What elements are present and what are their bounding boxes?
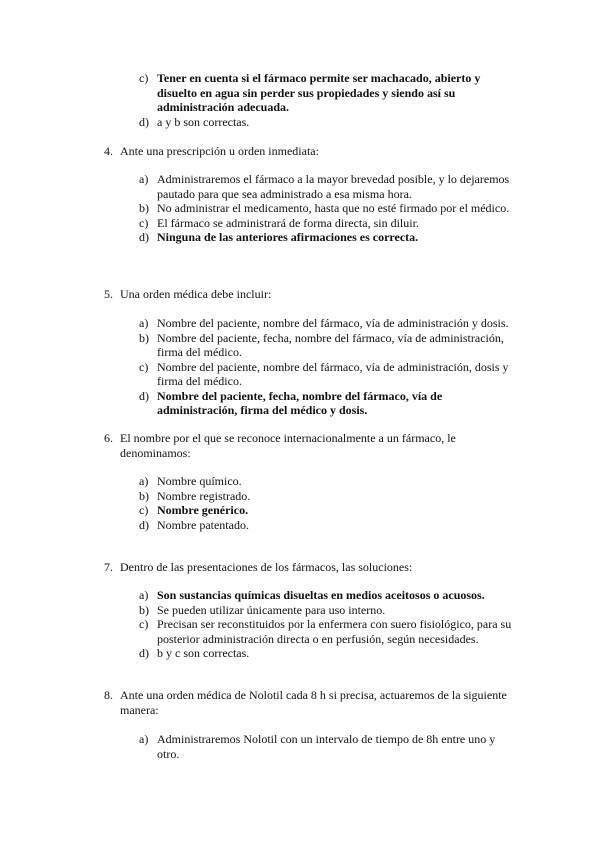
option-text: El fármaco se administrará de forma directa, sin diluir. [157, 215, 419, 230]
option-7b [0, 603, 515, 618]
option-4d [0, 230, 515, 245]
option-8a [0, 732, 515, 761]
question-5-options [0, 316, 600, 418]
option-6d [0, 518, 515, 533]
option-letter: d) [139, 230, 149, 244]
question-stem [0, 287, 520, 302]
question-number: 7. [104, 560, 113, 574]
question-5 [0, 287, 600, 302]
option-letter: c) [139, 617, 149, 631]
option-letter: a) [139, 732, 149, 746]
option-3d [0, 115, 515, 130]
question-text: Ante una prescripción u orden inmediata: [120, 144, 319, 158]
option-3c [0, 71, 515, 115]
option-5a [0, 316, 515, 331]
option-letter: a) [139, 474, 149, 488]
option-letter: d) [139, 388, 149, 403]
question-6 [0, 431, 600, 460]
option-letter: a) [139, 316, 149, 330]
question-8-options [0, 732, 600, 761]
carryover-options [0, 71, 600, 129]
option-text: Nombre del paciente, nombre del fármaco, vía de administración, dosis y firma del médico. [157, 359, 509, 388]
question-text: Ante una orden médica de Nolotil cada 8 h si precisa, actuaremos de la siguiente manera: [120, 688, 507, 717]
option-5b [0, 331, 515, 360]
option-letter: b) [139, 201, 149, 215]
question-number: 4. [104, 144, 113, 158]
option-7c [0, 617, 515, 646]
option-text: a y b son correctas. [157, 114, 250, 129]
option-6c [0, 503, 515, 518]
option-text: Nombre químico. [157, 474, 242, 488]
option-text: Administraremos Nolotil con un intervalo de tiempo de 8h entre uno y otro. [157, 732, 496, 761]
question-text: El nombre por el que se reconoce internacionalmente a un fármaco, le denominamos: [120, 431, 456, 460]
question-number: 5. [104, 287, 113, 301]
option-text: Nombre genérico. [157, 503, 249, 517]
option-letter: b) [139, 330, 149, 345]
question-7 [0, 560, 600, 575]
option-letter: d) [139, 646, 149, 660]
option-7a [0, 588, 515, 603]
option-letter: d) [139, 114, 149, 129]
option-7d [0, 646, 515, 661]
option-letter: a) [139, 588, 149, 602]
option-letter: d) [139, 517, 149, 532]
option-6b [0, 489, 515, 504]
option-letter: b) [139, 488, 149, 503]
option-text: Nombre del paciente, fecha, nombre del fármaco, vía de administración, firma del médico. [157, 330, 504, 359]
option-text: Nombre del paciente, nombre del fármaco, vía de administración y dosis. [157, 316, 509, 330]
option-text: Administraremos el fármaco a la mayor brevedad posible, y lo dejaremos pautado para que sea administrado a esa misma hora. [157, 172, 510, 201]
option-text: No administrar el medicamento, hasta que no esté firmado por el médico. [157, 201, 510, 215]
question-stem [0, 431, 520, 460]
option-letter: b) [139, 602, 149, 617]
option-letter: a) [139, 172, 149, 186]
question-4 [0, 144, 600, 159]
option-text: Ninguna de las anteriores afirmaciones es correcta. [157, 230, 419, 244]
option-5d [0, 389, 515, 418]
option-5c [0, 360, 515, 389]
question-number: 8. [104, 688, 113, 702]
question-4-options [0, 172, 600, 245]
option-text: Se pueden utilizar únicamente para uso interno. [157, 602, 386, 617]
option-4a [0, 172, 515, 201]
question-text: Una orden médica debe incluir: [120, 287, 272, 301]
option-text: Tener en cuenta si el fármaco permite ser machacado, abierto y disuelto en agua sin perder sus propiedades y siendo así su administración adecuada. [157, 71, 481, 114]
option-letter: c) [139, 71, 149, 85]
option-letter: c) [139, 215, 149, 230]
question-7-options [0, 588, 600, 661]
option-4b [0, 201, 515, 216]
option-text: Son sustancias químicas disueltas en medios aceitosos o acuosos. [157, 588, 485, 602]
option-text: Nombre patentado. [157, 517, 249, 532]
option-letter: c) [139, 503, 149, 517]
option-text: Nombre del paciente, fecha, nombre del fármaco, vía de administración, firma del médico y dosis. [157, 388, 443, 417]
question-6-options [0, 474, 600, 532]
option-text: Precisan ser reconstituidos por la enfermera con suero fisiológico, para su posterior administración directa o en perfusión, según necesidades. [157, 617, 512, 646]
question-stem [0, 144, 520, 159]
question-stem [0, 560, 520, 575]
question-text: Dentro de las presentaciones de los fármacos, las soluciones: [120, 560, 413, 574]
option-text: b y c son correctas. [157, 646, 250, 660]
question-8 [0, 688, 600, 717]
option-4c [0, 216, 515, 231]
question-number: 6. [104, 431, 113, 445]
option-text: Nombre registrado. [157, 488, 251, 503]
option-letter: c) [139, 359, 149, 374]
question-stem [0, 688, 520, 717]
option-6a [0, 474, 515, 489]
